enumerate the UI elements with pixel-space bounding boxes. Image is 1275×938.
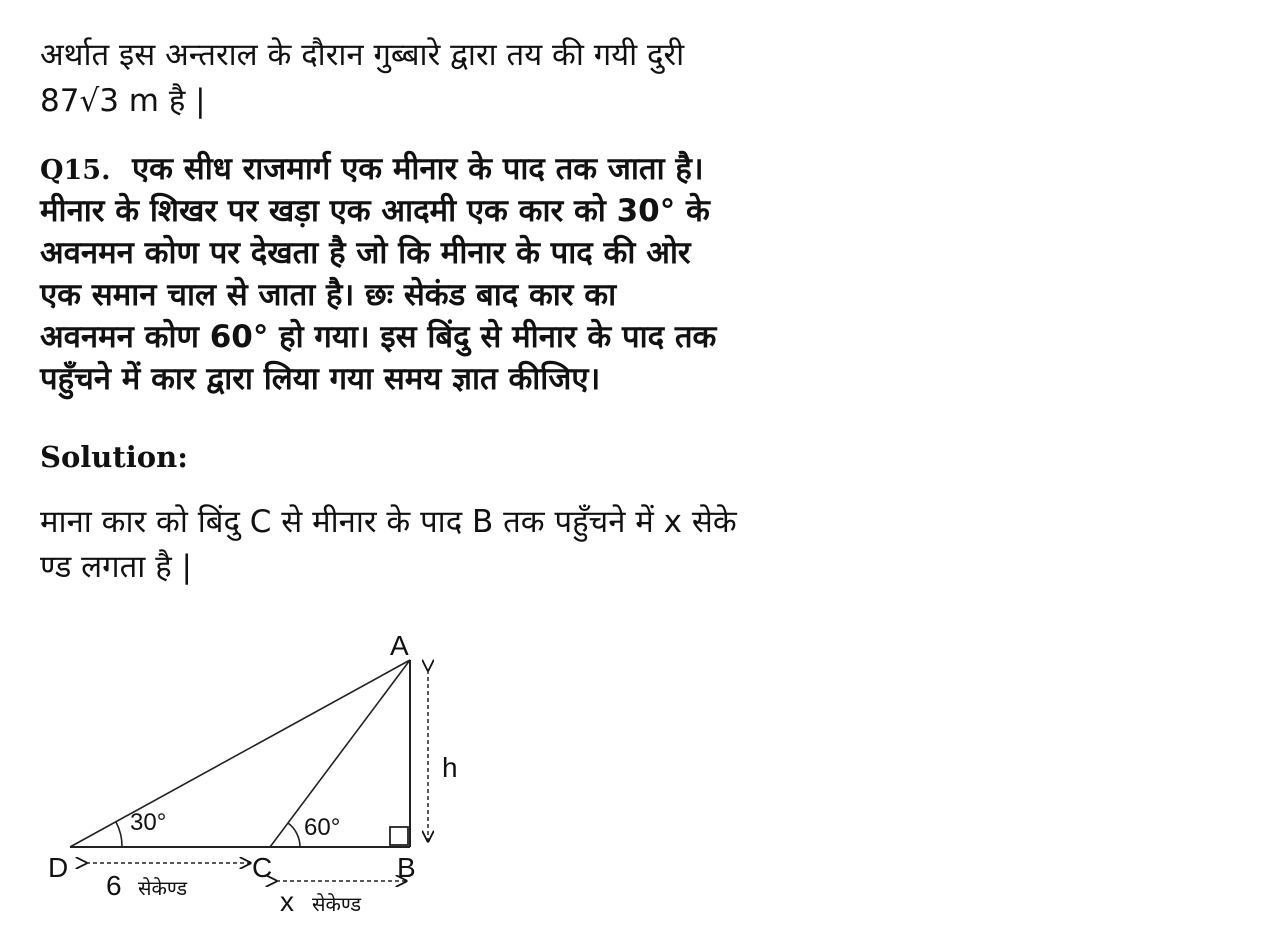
angle-arc-D <box>116 822 122 847</box>
point-C-label: C <box>252 852 273 883</box>
question-text: एक सीध राजमार्ग एक मीनार के पाद तक जाता है। <box>132 151 704 187</box>
question-number: Q15. <box>40 155 111 186</box>
point-B-label: B <box>397 852 416 883</box>
question-line-2: मीनार के शिखर पर खड़ा एक आदमी एक कार को 30° के <box>40 193 710 229</box>
dc-label-unit: सेकेण्ड <box>138 878 188 900</box>
intro-line-1: अर्थात इस अन्तराल के दौरान गुब्बारे द्वारा तय की गयी दुरी <box>40 37 685 73</box>
point-A-label: A <box>390 630 409 661</box>
question-line-3: अवनमन कोण पर देखता है जो कि मीनार के पाद की ओर <box>40 235 691 271</box>
angle-C-label: 60° <box>304 814 341 841</box>
question-line-1 <box>40 152 704 188</box>
question-line-4: एक समान चाल से जाता है। छः सेकंड बाद कार का <box>40 277 617 313</box>
line-AD <box>70 660 410 847</box>
triangle-diagram <box>30 615 458 925</box>
dc-label-num: 6 <box>106 870 122 901</box>
height-label: h <box>442 752 458 783</box>
point-D-label: D <box>48 852 69 883</box>
right-angle-marker <box>390 827 408 845</box>
question-line-5: अवनमन कोण 60° हो गया। इस बिंदु से मीनार के पाद तक <box>40 319 717 355</box>
angle-arc-C <box>288 823 300 847</box>
angle-D-label: 30° <box>130 809 167 836</box>
cb-label-unit: सेकेण्ड <box>312 894 362 916</box>
solution-line-1: माना कार को बिंदु C से मीनार के पाद B तक पहुँचने में x सेके <box>40 504 737 540</box>
question-line-6: पहुँचने में कार द्वारा लिया गया समय ज्ञात कीजिए। <box>40 361 601 397</box>
intro-line-2: 87√3 m है | <box>40 83 206 119</box>
solution-line-2: ण्ड लगता है | <box>40 549 192 585</box>
cb-label-var: x <box>280 886 294 917</box>
solution-heading: Solution: <box>40 440 188 474</box>
